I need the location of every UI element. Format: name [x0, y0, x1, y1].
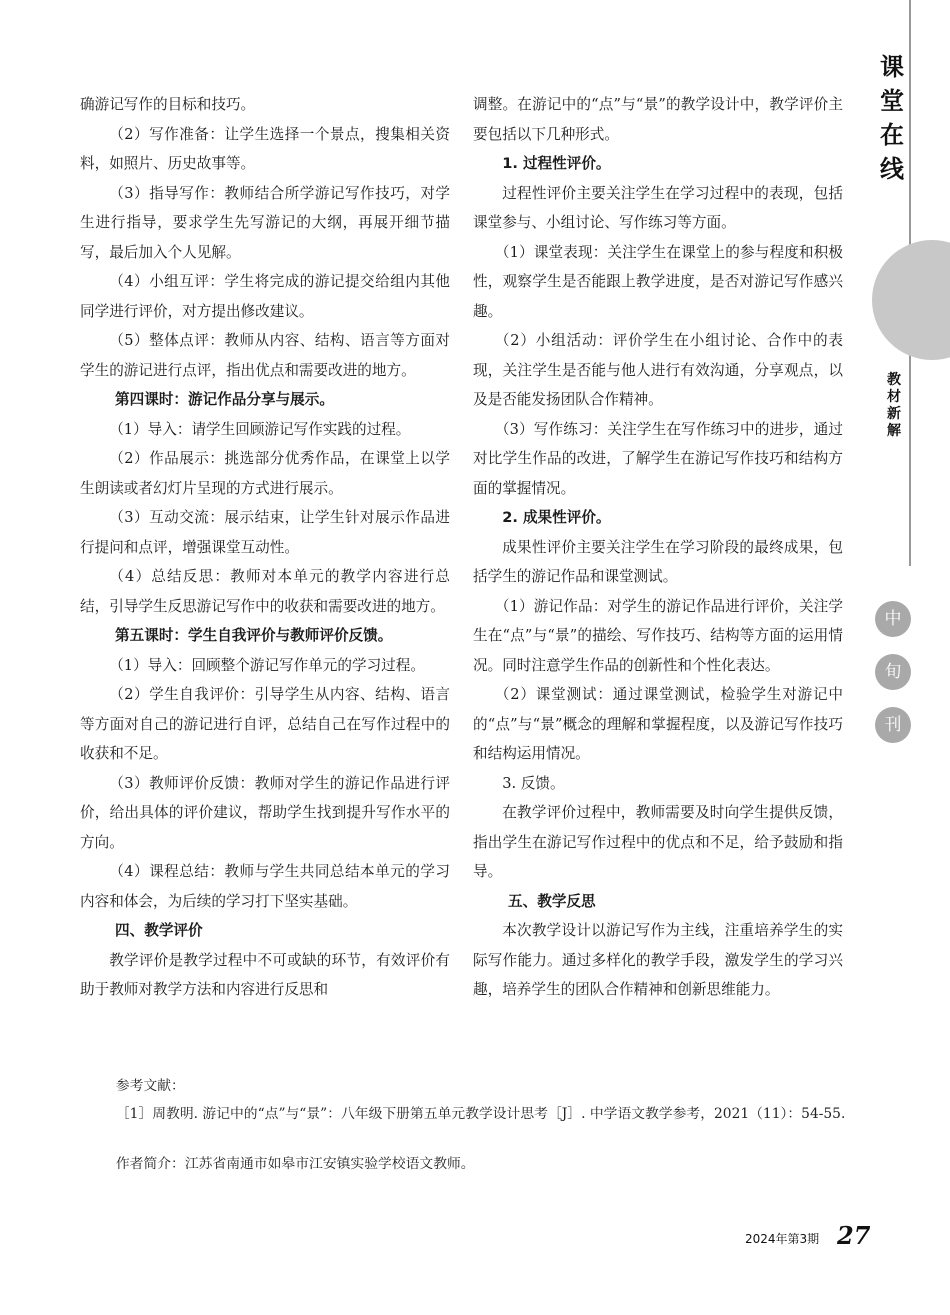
column-label-char: 教 — [887, 372, 901, 388]
journal-badge: 旬 — [875, 654, 911, 690]
left-column — [80, 90, 450, 1005]
subheading: 2. 成果性评价。 — [502, 509, 611, 526]
paragraph: 教学评价是教学过程中不可或缺的环节，有效评价有助于教师对教学方法和内容进行反思和 — [80, 951, 450, 998]
paragraph: （3）写作练习：关注学生在写作练习中的进步，通过对比学生作品的改进，了解学生在游记写作技巧和结构方面的掌握情况。 — [473, 420, 843, 497]
journal-badge: 刊 — [875, 707, 911, 743]
paragraph: （3）教师评价反馈：教师对学生的游记作品进行评价，给出具体的评价建议，帮助学生找到提升写作水平的方向。 — [80, 774, 450, 851]
section-title-char: 堂 — [880, 87, 904, 115]
reference-entry: ［1］周教明. 游记中的“点”与“景”：八年级下册第五单元教学设计思考［J］. 中学语文教学参考，2021（11）：54-55. — [115, 1106, 846, 1122]
paragraph: （3）指导写作：教师结合所学游记写作技巧，对学生进行指导，要求学生先写游记的大纲，再展开细节描写，最后加入个人见解。 — [80, 184, 450, 261]
paragraph: （1）课堂表现：关注学生在课堂上的参与程度和积极性，观察学生是否能跟上教学进度，是否对游记写作感兴趣。 — [473, 243, 843, 320]
paragraph: （1）游记作品：对学生的游记作品进行评价，关注学生在“点”与“景”的描绘、写作技巧、结构等方面的运用情况。同时注意学生作品的创新性和个性化表达。 — [473, 597, 843, 674]
section-heading: 四、教学评价 — [115, 922, 203, 939]
paragraph: （2）学生自我评价：引导学生从内容、结构、语言等方面对自己的游记进行自评，总结自己在写作过程中的收获和不足。 — [80, 686, 450, 762]
section-title-char: 在 — [880, 121, 904, 149]
paragraph: 本次教学设计以游记写作为主线，注重培养学生的实际写作能力。通过多样化的教学手段，激发学生的学习兴趣，培养学生的团队合作精神和创新思维能力。 — [473, 922, 843, 998]
column-label-char: 解 — [887, 423, 901, 439]
paragraph: （4）课程总结：教师与学生共同总结本单元的学习内容和体会，为后续的学习打下坚实基础。 — [80, 863, 450, 910]
paragraph: （2）课堂测试：通过课堂测试，检验学生对游记中的“点”与“景”概念的理解和掌握程度，以及游记写作技巧和结构运用情况。 — [473, 686, 843, 762]
journal-badge: 中 — [875, 601, 911, 637]
paragraph: （2）作品展示：挑选部分优秀作品，在课堂上以学生朗读或者幻灯片呈现的方式进行展示。 — [80, 450, 450, 497]
section-title — [872, 50, 912, 186]
paragraph: 3. 反馈。 — [502, 774, 565, 792]
paragraph: （5）整体点评：教师从内容、结构、语言等方面对学生的游记进行点评，指出优点和需要改进的地方。 — [80, 332, 450, 379]
section-heading: 第五课时：学生自我评价与教师评价反馈。 — [115, 627, 393, 644]
page-number: 27 — [837, 1221, 871, 1250]
paragraph: （2）小组活动：评价学生在小组讨论、合作中的表现，关注学生是否能与他人进行有效沟通，分享观点，以及是否能发扬团队合作精神。 — [473, 332, 843, 408]
author-note: 作者简介：江苏省南通市如皋市江安镇实验学校语文教师。 — [115, 1156, 475, 1172]
paragraph: 成果性评价主要关注学生在学习阶段的最终成果，包括学生的游记作品和课堂测试。 — [473, 538, 843, 585]
column-label-char: 新 — [887, 406, 901, 422]
column-label-char: 材 — [887, 389, 901, 405]
column-label — [883, 372, 905, 440]
paragraph: 在教学评价过程中，教师需要及时向学生提供反馈，指出学生在游记写作过程中的优点和不足，给予鼓励和指导。 — [473, 804, 843, 880]
references-block — [80, 1072, 850, 1178]
paragraph: 确游记写作的目标和技巧。 — [80, 96, 256, 113]
paragraph: （1）导入：请学生回顾游记写作实践的过程。 — [109, 420, 411, 438]
section-heading: 第四课时：游记作品分享与展示。 — [115, 391, 334, 408]
subheading: 1. 过程性评价。 — [502, 155, 611, 172]
section-heading: 五、教学反思 — [508, 892, 596, 910]
right-column — [473, 90, 843, 1005]
section-title-char: 线 — [880, 155, 904, 183]
paragraph: （2）写作准备：让学生选择一个景点，搜集相关资料，如照片、历史故事等。 — [80, 125, 450, 172]
paragraph: （3）互动交流：展示结束，让学生针对展示作品进行提问和点评，增强课堂互动性。 — [80, 509, 450, 556]
decorative-circle — [872, 240, 950, 360]
paragraph: （4）总结反思：教师对本单元的教学内容进行总结，引导学生反思游记写作中的收获和需要改进的地方。 — [80, 568, 450, 615]
references-label: 参考文献： — [115, 1078, 185, 1094]
paragraph: 过程性评价主要关注学生在学习过程中的表现，包括课堂参与、小组讨论、写作练习等方面。 — [473, 184, 843, 231]
section-title-char: 课 — [880, 53, 904, 81]
paragraph: 调整。在游记中的“点”与“景”的教学设计中，教学评价主要包括以下几种形式。 — [473, 96, 843, 143]
paragraph: （1）导入：回顾整个游记写作单元的学习过程。 — [109, 656, 425, 674]
issue-label: 2024年第3期 — [745, 1232, 820, 1246]
paragraph: （4）小组互评：学生将完成的游记提交给组内其他同学进行评价，对方提出修改建议。 — [80, 273, 450, 320]
